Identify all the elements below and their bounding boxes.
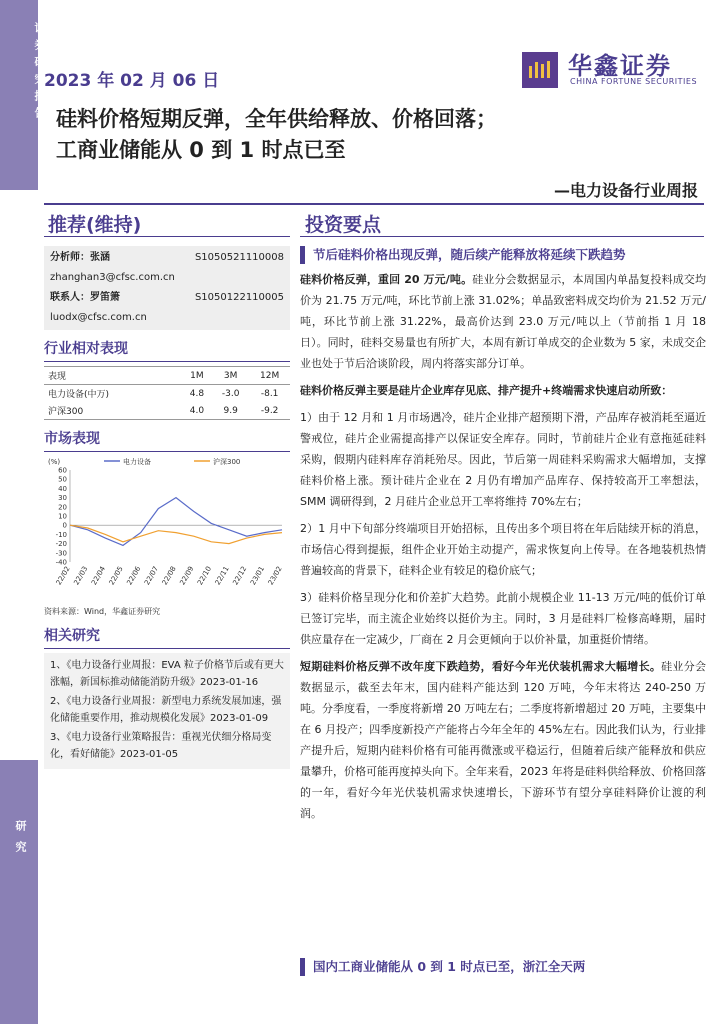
heading-bar-icon [300, 246, 305, 264]
contact-id: S1050122110005 [194, 292, 284, 303]
research-list [44, 653, 290, 769]
paragraph: 1）由于 12 月和 1 月市场遇冷，硅片企业排产超预期下滑，产品库存被消耗至逼近警戒位，硅片企业需提高排产以保证安全库存。同时，节前硅片企业有意拖延硅料采购，假期内硅料库存消耗殆尽。因此，节后第一周硅料采购需求大幅增加，支撑硅料价格上涨。预计硅片企业在 2 月仍有增加产品库存、保持较高开工率想法，SMM 调研得到，2 月硅片企业总开工率将维持 70%左右； [300, 411, 706, 508]
market-heading: 市场表现 [44, 428, 290, 452]
investment-divider [300, 236, 704, 237]
report-subtitle: —电力设备行业周报 [553, 181, 698, 200]
table-row [44, 402, 290, 420]
y-tick-label: 50 [58, 475, 67, 484]
para-body: 硅业分会数据显示，本周国内单晶复投料成交均价为 21.75 万元/吨，环比节前上涨 31.02%；单晶致密料成交均价为 21.52 万元/吨，环比节前上涨 31.22%，最高价达到 23.0 万元/吨以上（节前指 1 月 18 日）。同时，硅料交易量也有所扩大，本周有新订单成交的企业数为 5 家，未成交企业也处于节后洽谈阶段，周内将落实部分订单。 [300, 273, 707, 370]
paragraph [300, 656, 706, 824]
x-tick-label: 22/10 [196, 565, 214, 587]
contact-row [50, 288, 284, 308]
header-divider [44, 203, 704, 205]
series-line [70, 498, 282, 546]
x-tick-label: 22/09 [178, 565, 196, 587]
y-tick-label: -10 [55, 530, 67, 539]
section-heading-1 [300, 244, 706, 265]
title-line-2: 工商业储能从 0 到 1 时点已至 [56, 138, 346, 162]
paragraph: 3）硅料价格呈现分化和价差扩大趋势。此前小规模企业 11-13 万元/吨的低价订单已签订完毕，而主流企业始终以挺价为主。同时，3 月是硅料厂检修高峰期，届时供应量存在一定减少，厂商在 2 月会更倾向于以价补量，加重挺价情绪。 [300, 591, 706, 646]
rating-label: 推荐(维持) [48, 214, 142, 236]
list-item[interactable]: 1、《电力设备行业周报：EVA 粒子价格节后或有更大涨幅，新国标推动储能消防升级》2023-01-16 [50, 660, 284, 688]
y-tick-label: 60 [58, 466, 67, 475]
logo-text-cn: 华鑫证券 [568, 52, 672, 80]
y-tick-label: 40 [58, 484, 67, 493]
market-chart [44, 454, 290, 604]
heading-bar-icon [300, 958, 305, 976]
legend-label: 电力设备 [123, 458, 151, 466]
perf-col: 12M [249, 367, 290, 385]
legend-label: 沪深300 [213, 458, 241, 466]
y-tick-label: -30 [55, 549, 67, 558]
left-column [44, 246, 290, 769]
analyst-email[interactable]: zhanghan3@cfsc.com.cn [50, 272, 175, 283]
sidebar [0, 0, 46, 1024]
x-tick-label: 22/08 [160, 565, 178, 587]
perf-cell: 9.9 [212, 402, 249, 420]
perf-col: 1M [182, 367, 212, 385]
section-heading-text: 国内工商业储能从 0 到 1 时点已至，浙江全天两 [313, 959, 586, 974]
logo-mark-icon [522, 52, 558, 88]
sidebar-bottom-band [0, 760, 38, 1024]
sidebar-bottom-label: 研究 [14, 820, 27, 862]
table-row [44, 385, 290, 403]
contact-name: 联系人：罗笛箫 [50, 292, 120, 303]
x-tick-label: 22/11 [213, 565, 231, 587]
perf-col: 3M [212, 367, 249, 385]
perf-cell: -8.1 [260, 388, 279, 399]
perf-cell: 电力设备(中万) [48, 390, 110, 400]
analyst-box [44, 246, 290, 330]
y-tick-label: 10 [58, 512, 67, 521]
x-tick-label: 22/02 [54, 565, 72, 587]
report-date: 2023 年 02 月 06 日 [44, 71, 220, 91]
sidebar-top-band [0, 0, 46, 190]
analyst-name: 分析师：张涵 [50, 252, 110, 263]
y-tick-label: 30 [58, 494, 67, 503]
title-line-1: 硅料价格短期反弹，全年供给释放、价格回落； [56, 107, 497, 131]
x-tick-label: 22/12 [231, 565, 249, 587]
perf-heading: 行业相对表现 [44, 338, 290, 362]
series-line [70, 525, 282, 543]
paragraph [300, 269, 706, 374]
para-body: 硅业分会数据显示，截至去年末，国内硅料产能达到 120 万吨，今年末将达 240-250 万吨。分季度看，一季度将新增 20 万吨左右；二季度将新增超过 20 万吨，主要集中在 6 月投产；四季度新投产产能将占今年全年的 45%左右。因此我们认为，行业排产提升后，短期内硅料价格有可能再微涨或平稳运行，但随着后续产能释放和供应量攀升，价格可能再度掉头向下。全年来看，2023 年将是硅料供给释放、价格回落的一年，看好今年光伏装机需求快速增长，下游环节有望分享硅料降价让渡的利润。 [300, 660, 706, 820]
x-tick-label: 23/02 [266, 565, 284, 587]
paragraph: 2）1 月中下旬部分终端项目开始招标，且传出多个项目将在年后陆续开标的消息，市场信心得到提振，组件企业开始主动提产，需求恢复向上传导。在各地装机热情普遍较高的背景下，硅料企业有较足的稳价底气； [300, 522, 706, 577]
investment-highlights-heading: 投资要点 [305, 214, 382, 236]
y-axis-label: (%) [48, 458, 61, 466]
report-title [56, 104, 706, 166]
para-lead: 硅料价格反弹主要是硅片企业库存见底、排产提升+终端需求快速启动所致： [300, 384, 673, 397]
y-tick-label: -40 [55, 558, 67, 567]
perf-cell: -3.0 [221, 388, 240, 399]
y-tick-label: 0 [62, 521, 67, 530]
section-heading-2 [300, 956, 706, 981]
section-heading-text: 节后硅料价格出现反弹，随后续产能释放将延续下跌趋势 [313, 247, 626, 262]
x-tick-label: 22/06 [125, 565, 143, 587]
y-tick-label: -20 [55, 540, 67, 549]
x-tick-label: 22/03 [72, 565, 90, 587]
analyst-row [50, 248, 284, 268]
perf-col: 表现 [44, 367, 182, 385]
perf-header-row [44, 367, 290, 385]
right-column [300, 244, 706, 830]
x-tick-label: 22/07 [143, 565, 161, 587]
chart-source: 资料来源：Wind，华鑫证券研究 [44, 607, 161, 616]
list-item[interactable]: 3、《电力设备行业策略报告：重视光伏细分格局变化，看好储能》2023-01-05 [50, 732, 272, 760]
market-chart-svg [44, 454, 290, 604]
x-tick-label: 22/04 [90, 565, 108, 587]
x-tick-label: 22/05 [107, 565, 125, 587]
analyst-id: S1050521110008 [194, 252, 284, 263]
sidebar-report-type: 证券研究报告 [33, 22, 46, 124]
company-logo [522, 44, 702, 90]
x-tick-label: 23/01 [249, 565, 267, 587]
para-lead: 短期硅料价格反弹不改年度下跌趋势，看好今年光伏装机需求大幅增长。 [300, 660, 662, 673]
perf-cell: 4.8 [189, 388, 205, 399]
perf-cell: 沪深300 [44, 402, 182, 420]
perf-table [44, 366, 290, 420]
y-tick-label: 20 [58, 503, 67, 512]
contact-email[interactable]: luodx@cfsc.com.cn [50, 312, 147, 323]
logo-text-en: CHINA FORTUNE SECURITIES [570, 77, 698, 86]
section-heading-2-row [300, 956, 706, 977]
research-heading: 相关研究 [44, 625, 290, 649]
para-lead: 硅料价格反弹，重回 20 万元/吨。 [300, 273, 473, 286]
list-item[interactable]: 2、《电力设备行业周报：新型电力系统发展加速，强化储能重要作用，推动规模化发展》2023-01-09 [50, 696, 282, 724]
perf-cell: -9.2 [249, 402, 290, 420]
rating-divider [44, 236, 290, 237]
paragraph [300, 380, 706, 401]
perf-cell: 4.0 [182, 402, 212, 420]
